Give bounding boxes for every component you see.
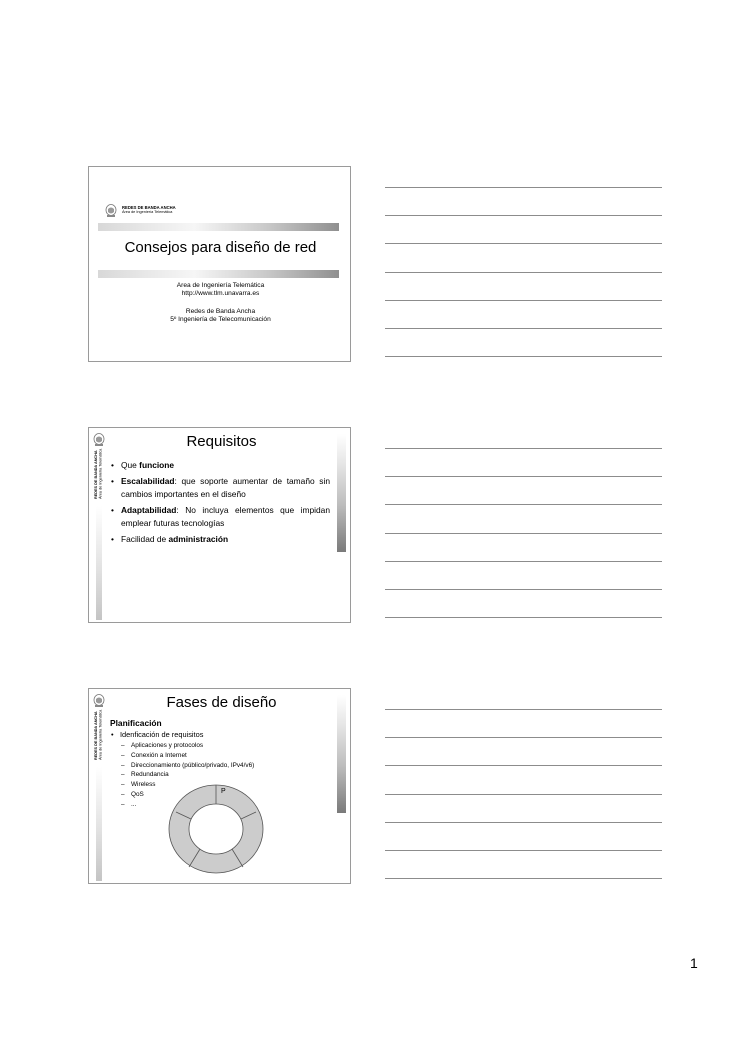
affiliation-block	[89, 282, 351, 299]
right-side-bar	[337, 434, 346, 552]
bullet-keyword: funcione	[139, 460, 175, 470]
bullet-text: Que	[121, 460, 140, 470]
bullet-item	[109, 504, 330, 530]
logo-line-1: REDES DE BANDA ANCHA	[94, 711, 98, 760]
logo-text	[94, 449, 104, 499]
sub-item: – QoS	[121, 790, 254, 800]
ring-phase-label: P	[221, 788, 226, 795]
note-line	[385, 794, 662, 795]
bullet-item	[109, 475, 330, 501]
note-line	[385, 187, 662, 188]
left-side-bar	[96, 767, 102, 881]
sub-item: – Direccionamiento (público/privado, IPv4/v6)	[121, 761, 254, 771]
slide-title: Fases de diseño	[166, 694, 277, 711]
logo-line-2: Área de Ingeniería Telemática	[98, 448, 103, 499]
university-seal-icon	[93, 694, 105, 708]
course-line: Redes de Banda Ancha	[185, 308, 256, 315]
bullet-item	[109, 459, 330, 472]
university-logo	[92, 433, 106, 503]
affiliation-line: Area de Ingeniería Telemática	[176, 282, 265, 289]
bullet-item	[109, 533, 330, 546]
logo-line-2: Área de Ingeniería Telemática	[122, 210, 173, 214]
bullet-text: : que soporte aumentar de tamaño sin cambios importantes en el diseño	[121, 476, 330, 499]
website-line: http://www.tlm.unavarra.es	[181, 290, 260, 298]
note-line	[385, 476, 662, 477]
sub-item: – ...	[121, 800, 254, 810]
course-block	[89, 308, 351, 325]
university-seal-icon	[105, 204, 117, 218]
bullet-text: : No incluya elementos que impidan emplear futuras tecnologías	[121, 505, 330, 528]
note-line	[385, 533, 662, 534]
note-line	[385, 272, 662, 273]
note-line	[385, 561, 662, 562]
note-line	[385, 589, 662, 590]
note-line	[385, 243, 662, 244]
note-line	[385, 300, 662, 301]
note-line	[385, 709, 662, 710]
title-divider	[98, 270, 339, 278]
bullet-list	[109, 459, 330, 549]
sub-item: – Aplicaciones y protocolos	[121, 741, 254, 751]
note-line	[385, 850, 662, 851]
note-line	[385, 215, 662, 216]
note-line	[385, 737, 662, 738]
bullet-keyword: administración	[168, 534, 229, 544]
bullet-text: Facilidad de	[121, 534, 169, 544]
note-line	[385, 328, 662, 329]
header-divider	[98, 223, 339, 231]
sub-item: – Wireless	[121, 780, 254, 790]
logo-text	[94, 710, 104, 760]
slide-1	[88, 166, 351, 362]
note-line	[385, 617, 662, 618]
note-line	[385, 765, 662, 766]
logo-line-1: REDES DE BANDA ANCHA	[122, 205, 176, 210]
sub-item: – Redundancia	[121, 770, 254, 780]
left-side-bar	[96, 506, 102, 620]
university-logo	[92, 694, 106, 764]
page-number: 1	[690, 955, 698, 971]
right-side-bar	[337, 695, 346, 813]
bullet-item: • Idenficación de requisitos	[110, 730, 203, 739]
degree-line: 5º Ingeniería de Telecomunicación	[170, 316, 271, 324]
sub-item: – Conexión a Internet	[121, 751, 254, 761]
university-seal-icon	[93, 433, 105, 447]
slide-3	[88, 688, 351, 884]
slide-title: Consejos para diseño de red	[124, 239, 317, 256]
design-cycle-ring	[167, 783, 265, 875]
slide-2	[88, 427, 351, 623]
logo-line-1: REDES DE BANDA ANCHA	[94, 450, 98, 499]
section-subtitle: Planificación	[110, 718, 162, 728]
note-line	[385, 448, 662, 449]
note-line	[385, 356, 662, 357]
bullet-keyword: Adaptabilidad	[121, 505, 177, 515]
note-line	[385, 878, 662, 879]
logo-line-2: Área de Ingeniería Telemática	[98, 709, 103, 760]
note-line	[385, 822, 662, 823]
slide-title: Requisitos	[186, 433, 257, 450]
note-line	[385, 504, 662, 505]
bullet-keyword: Escalabilidad	[121, 476, 175, 486]
university-logo	[105, 204, 205, 220]
